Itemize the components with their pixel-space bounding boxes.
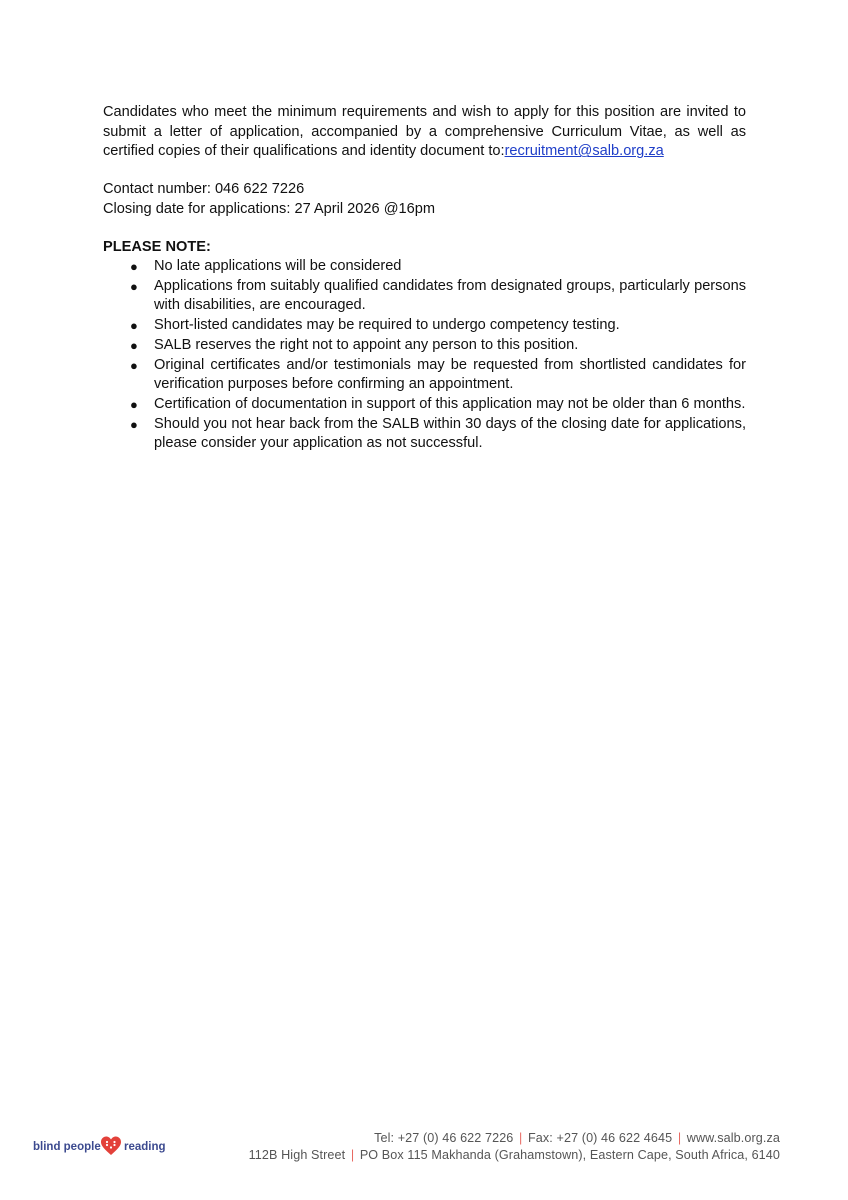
bullet-icon: ● bbox=[130, 357, 138, 373]
contact-number: Contact number: 046 622 7226 bbox=[103, 181, 305, 197]
list-item: ● No late applications will be considered bbox=[103, 257, 746, 277]
footer-line-1 bbox=[249, 1130, 780, 1147]
list-item: ● Original certificates and/or testimonials may be requested from shortlisted candidates for verification purposes before confirming an appointment. bbox=[130, 356, 746, 393]
bullet-icon: ● bbox=[130, 416, 138, 432]
bullet-icon: ● bbox=[130, 396, 138, 412]
notes-list bbox=[103, 257, 746, 454]
logo-text-left: blind people bbox=[33, 1141, 101, 1153]
footer-fax: Fax: +27 (0) 46 622 4645 bbox=[528, 1131, 673, 1145]
bullet-icon: ● bbox=[130, 318, 138, 334]
salb-logo bbox=[30, 1133, 180, 1163]
list-item: ● Short-listed candidates may be required to undergo competency testing. bbox=[103, 316, 746, 336]
logo-text-right: reading bbox=[124, 1141, 166, 1153]
list-item: ● Certification of documentation in support of this application may not be older than 6 months. bbox=[103, 395, 746, 415]
intro-paragraph bbox=[103, 103, 746, 162]
footer-street: 112B High Street bbox=[248, 1148, 346, 1162]
intro-text: Candidates who meet the minimum requirements and wish to apply for this position are invited to submit a letter of application, accompanied by a comprehensive Curriculum Vitae, as well as certified copies of their qualifications and identity document to: bbox=[103, 104, 746, 160]
footer-tel: Tel: +27 (0) 46 622 7226 bbox=[374, 1131, 514, 1145]
please-note-heading: PLEASE NOTE: bbox=[103, 239, 211, 255]
heart-icon bbox=[100, 1135, 122, 1157]
footer-separator: | bbox=[677, 1131, 682, 1145]
bullet-icon: ● bbox=[130, 278, 138, 294]
contact-block bbox=[103, 180, 746, 219]
footer-line-2 bbox=[249, 1147, 780, 1164]
footer-contact bbox=[249, 1130, 780, 1164]
list-item: ● Should you not hear back from the SALB within 30 days of the closing date for applications, please consider your application as not successful. bbox=[130, 415, 746, 452]
list-item: ● Applications from suitably qualified candidates from designated groups, particularly persons with disabilities, are encouraged. bbox=[130, 277, 746, 314]
bullet-icon: ● bbox=[130, 337, 138, 353]
recruitment-email-link[interactable]: recruitment@salb.org.za bbox=[504, 143, 664, 160]
footer-separator: | bbox=[519, 1131, 523, 1145]
footer-separator: | bbox=[350, 1148, 355, 1162]
bullet-icon: ● bbox=[130, 259, 138, 274]
list-item: ● SALB reserves the right not to appoint any person to this position. bbox=[103, 336, 746, 356]
footer-web[interactable]: www.salb.org.za bbox=[686, 1131, 780, 1145]
closing-date: Closing date for applications: 27 April 2026 @16pm bbox=[103, 200, 436, 217]
footer-address: PO Box 115 Makhanda (Grahamstown), Eastern Cape, South Africa, 6140 bbox=[359, 1148, 780, 1162]
